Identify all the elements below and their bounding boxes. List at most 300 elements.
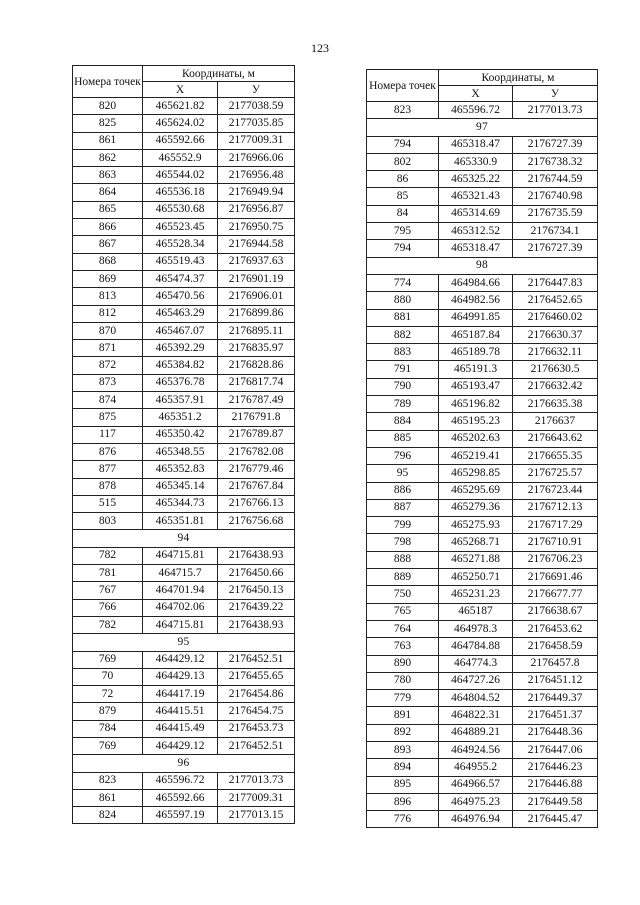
table-row — [73, 599, 295, 616]
table-row — [367, 620, 598, 637]
table-row — [367, 638, 598, 655]
point-number-cell: 864 — [73, 184, 143, 201]
x-cell: 465271.88 — [439, 551, 513, 568]
point-number-cell: 825 — [73, 115, 143, 132]
table-row — [73, 409, 295, 426]
y-cell: 2176712.13 — [513, 499, 598, 516]
x-cell: 465470.56 — [143, 288, 218, 305]
x-cell: 464991.85 — [439, 309, 513, 326]
point-number-cell: 766 — [73, 599, 143, 616]
x-cell: 465351.81 — [143, 513, 218, 530]
table-row — [367, 188, 598, 205]
group-label: 95 — [73, 634, 295, 651]
table-row — [73, 495, 295, 512]
table-row — [73, 219, 295, 236]
point-number-cell: 763 — [367, 638, 439, 655]
x-cell: 464955.2 — [439, 759, 513, 776]
x-cell: 464701.94 — [143, 582, 218, 599]
table-body — [73, 98, 295, 824]
y-cell: 2176725.57 — [513, 465, 598, 482]
x-cell: 465187.84 — [439, 326, 513, 343]
header-point-number: Номера точек — [73, 66, 143, 98]
table-row — [367, 344, 598, 361]
x-cell: 465352.83 — [143, 461, 218, 478]
table-row — [367, 240, 598, 257]
point-number-cell: 802 — [367, 153, 439, 170]
table-row — [73, 132, 295, 149]
table-row — [367, 517, 598, 534]
point-number-cell: 888 — [367, 551, 439, 568]
point-number-cell: 873 — [73, 374, 143, 391]
y-cell: 2176949.94 — [218, 184, 295, 201]
header-coordinates: Координаты, м — [143, 66, 295, 82]
y-cell: 2176710.91 — [513, 534, 598, 551]
point-number-cell: 874 — [73, 392, 143, 409]
point-number-cell: 795 — [367, 223, 439, 240]
y-cell: 2176738.32 — [513, 153, 598, 170]
point-number-cell: 867 — [73, 236, 143, 253]
point-number-cell: 794 — [367, 240, 439, 257]
x-cell: 465189.78 — [439, 344, 513, 361]
point-number-cell: 820 — [73, 98, 143, 115]
header-point-number: Номера точек — [367, 70, 439, 102]
x-cell: 464982.56 — [439, 292, 513, 309]
group-row — [367, 119, 598, 136]
point-number-cell: 894 — [367, 759, 439, 776]
y-cell: 2177038.59 — [218, 98, 295, 115]
y-cell: 2176677.77 — [513, 586, 598, 603]
table-row — [367, 361, 598, 378]
table-row — [73, 582, 295, 599]
x-cell: 464715.7 — [143, 565, 218, 582]
table-row — [73, 703, 295, 720]
point-number-cell: 876 — [73, 443, 143, 460]
y-cell: 2176789.87 — [218, 426, 295, 443]
y-cell: 2176756.68 — [218, 513, 295, 530]
table-row — [73, 340, 295, 357]
header-coordinates: Координаты, м — [439, 70, 598, 86]
table-row — [367, 586, 598, 603]
y-cell: 2176450.13 — [218, 582, 295, 599]
point-number-cell: 794 — [367, 136, 439, 153]
point-number-cell: 886 — [367, 482, 439, 499]
y-cell: 2176787.49 — [218, 392, 295, 409]
table-row — [367, 396, 598, 413]
point-number-cell: 895 — [367, 776, 439, 793]
y-cell: 2176451.12 — [513, 672, 598, 689]
header-y: У — [218, 82, 295, 98]
x-cell: 465295.69 — [439, 482, 513, 499]
x-cell: 465376.78 — [143, 374, 218, 391]
y-cell: 2176632.11 — [513, 344, 598, 361]
table-row — [73, 322, 295, 339]
x-cell: 464727.26 — [439, 672, 513, 689]
point-number-cell: 870 — [73, 322, 143, 339]
y-cell: 2176727.39 — [513, 136, 598, 153]
point-number-cell: 767 — [73, 582, 143, 599]
y-cell: 2176630.5 — [513, 361, 598, 378]
y-cell: 2176454.75 — [218, 703, 295, 720]
point-number-cell: 72 — [73, 686, 143, 703]
table-row — [73, 737, 295, 754]
table-row — [367, 223, 598, 240]
y-cell: 2176744.59 — [513, 171, 598, 188]
point-number-cell: 861 — [73, 132, 143, 149]
x-cell: 465519.43 — [143, 253, 218, 270]
x-cell: 465350.42 — [143, 426, 218, 443]
x-cell: 464822.31 — [439, 707, 513, 724]
table-row — [73, 426, 295, 443]
point-number-cell: 784 — [73, 720, 143, 737]
point-number-cell: 85 — [367, 188, 439, 205]
y-cell: 2176446.23 — [513, 759, 598, 776]
table-row — [73, 392, 295, 409]
point-number-cell: 865 — [73, 201, 143, 218]
point-number-cell: 866 — [73, 219, 143, 236]
y-cell: 2176449.58 — [513, 793, 598, 810]
table-row — [73, 668, 295, 685]
y-cell: 2176767.84 — [218, 478, 295, 495]
point-number-cell: 891 — [367, 707, 439, 724]
y-cell: 2177035.85 — [218, 115, 295, 132]
y-cell: 2176706.23 — [513, 551, 598, 568]
table-row — [73, 98, 295, 115]
y-cell: 2176452.51 — [218, 651, 295, 668]
y-cell: 2176766.13 — [218, 495, 295, 512]
point-number-cell: 779 — [367, 690, 439, 707]
x-cell: 465344.73 — [143, 495, 218, 512]
x-cell: 465392.29 — [143, 340, 218, 357]
x-cell: 465202.63 — [439, 430, 513, 447]
x-cell: 465325.22 — [439, 171, 513, 188]
y-cell: 2176906.01 — [218, 288, 295, 305]
point-number-cell: 781 — [73, 565, 143, 582]
table-row — [367, 274, 598, 291]
table-row — [367, 413, 598, 430]
x-cell: 464417.19 — [143, 686, 218, 703]
y-cell: 2176446.88 — [513, 776, 598, 793]
x-cell: 464784.88 — [439, 638, 513, 655]
y-cell: 2176717.29 — [513, 517, 598, 534]
x-cell: 465195.23 — [439, 413, 513, 430]
x-cell: 465231.23 — [439, 586, 513, 603]
x-cell: 465312.52 — [439, 223, 513, 240]
x-cell: 464702.06 — [143, 599, 218, 616]
point-number-cell: 764 — [367, 620, 439, 637]
x-cell: 464978.3 — [439, 620, 513, 637]
table-row — [73, 374, 295, 391]
x-cell: 465321.43 — [439, 188, 513, 205]
y-cell: 2176448.36 — [513, 724, 598, 741]
y-cell: 2176453.62 — [513, 620, 598, 637]
x-cell: 464804.52 — [439, 690, 513, 707]
x-cell: 465474.37 — [143, 270, 218, 287]
x-cell: 465624.02 — [143, 115, 218, 132]
point-number-cell: 861 — [73, 789, 143, 806]
y-cell: 2176455.65 — [218, 668, 295, 685]
y-cell: 2176445.47 — [513, 811, 598, 828]
x-cell: 464975.23 — [439, 793, 513, 810]
point-number-cell: 765 — [367, 603, 439, 620]
table-row — [367, 811, 598, 828]
y-cell: 2176452.51 — [218, 737, 295, 754]
x-cell: 465467.07 — [143, 322, 218, 339]
y-cell: 2176791.8 — [218, 409, 295, 426]
y-cell: 2176643.62 — [513, 430, 598, 447]
table-row — [73, 236, 295, 253]
x-cell: 465314.69 — [439, 205, 513, 222]
coordinates-table-right — [366, 69, 598, 828]
table-row — [73, 807, 295, 824]
x-cell: 465463.29 — [143, 305, 218, 322]
x-cell: 465318.47 — [439, 240, 513, 257]
point-number-cell: 117 — [73, 426, 143, 443]
group-label: 97 — [367, 119, 598, 136]
header-x: X — [143, 82, 218, 98]
y-cell: 2176817.74 — [218, 374, 295, 391]
table-row — [367, 153, 598, 170]
table-row — [367, 309, 598, 326]
y-cell: 2177013.73 — [218, 772, 295, 789]
header-x: X — [439, 86, 513, 102]
point-number-cell: 862 — [73, 149, 143, 166]
y-cell: 2176956.48 — [218, 167, 295, 184]
table-row — [73, 616, 295, 633]
point-number-cell: 782 — [73, 616, 143, 633]
table-row — [73, 184, 295, 201]
x-cell: 465345.14 — [143, 478, 218, 495]
x-cell: 465219.41 — [439, 447, 513, 464]
x-cell: 464889.21 — [439, 724, 513, 741]
table-row — [73, 772, 295, 789]
table-row — [367, 776, 598, 793]
table-row — [367, 551, 598, 568]
x-cell: 464429.13 — [143, 668, 218, 685]
y-cell: 2176901.19 — [218, 270, 295, 287]
point-number-cell: 799 — [367, 517, 439, 534]
x-cell: 464984.66 — [439, 274, 513, 291]
coordinates-table-left — [72, 65, 295, 824]
x-cell: 465250.71 — [439, 569, 513, 586]
table-row — [73, 720, 295, 737]
y-cell: 2176457.8 — [513, 655, 598, 672]
y-cell: 2176449.37 — [513, 690, 598, 707]
y-cell: 2176734.1 — [513, 223, 598, 240]
x-cell: 464715.81 — [143, 616, 218, 633]
x-cell: 465196.82 — [439, 396, 513, 413]
point-number-cell: 769 — [73, 651, 143, 668]
y-cell: 2176637 — [513, 413, 598, 430]
y-cell: 2176458.59 — [513, 638, 598, 655]
point-number-cell: 750 — [367, 586, 439, 603]
y-cell: 2176950.75 — [218, 219, 295, 236]
y-cell: 2176452.65 — [513, 292, 598, 309]
point-number-cell: 803 — [73, 513, 143, 530]
point-number-cell: 871 — [73, 340, 143, 357]
point-number-cell: 796 — [367, 447, 439, 464]
table-row — [367, 136, 598, 153]
point-number-cell: 769 — [73, 737, 143, 754]
point-number-cell: 880 — [367, 292, 439, 309]
point-number-cell: 789 — [367, 396, 439, 413]
group-row — [73, 530, 295, 547]
point-number-cell: 882 — [367, 326, 439, 343]
y-cell: 2176779.46 — [218, 461, 295, 478]
point-number-cell: 95 — [367, 465, 439, 482]
table-row — [367, 447, 598, 464]
table-row — [73, 547, 295, 564]
point-number-cell: 86 — [367, 171, 439, 188]
x-cell: 465596.72 — [143, 772, 218, 789]
point-number-cell: 863 — [73, 167, 143, 184]
y-cell: 2176438.93 — [218, 616, 295, 633]
x-cell: 464415.51 — [143, 703, 218, 720]
y-cell: 2176632.42 — [513, 378, 598, 395]
y-cell: 2177013.73 — [513, 102, 598, 119]
y-cell: 2177009.31 — [218, 132, 295, 149]
group-label: 98 — [367, 257, 598, 274]
y-cell: 2176895.11 — [218, 322, 295, 339]
group-label: 96 — [73, 755, 295, 772]
x-cell: 465597.19 — [143, 807, 218, 824]
point-number-cell: 892 — [367, 724, 439, 741]
table-row — [367, 793, 598, 810]
y-cell: 2176451.37 — [513, 707, 598, 724]
point-number-cell: 812 — [73, 305, 143, 322]
x-cell: 465357.91 — [143, 392, 218, 409]
point-number-cell: 813 — [73, 288, 143, 305]
table-row — [367, 759, 598, 776]
table-row — [367, 102, 598, 119]
point-number-cell: 889 — [367, 569, 439, 586]
y-cell: 2176655.35 — [513, 447, 598, 464]
x-cell: 465330.9 — [439, 153, 513, 170]
y-cell: 2176454.86 — [218, 686, 295, 703]
x-cell: 465536.18 — [143, 184, 218, 201]
y-cell: 2177009.31 — [218, 789, 295, 806]
table-row — [73, 789, 295, 806]
table-row — [73, 565, 295, 582]
group-row — [73, 634, 295, 651]
y-cell: 2176723.44 — [513, 482, 598, 499]
y-cell: 2176735.59 — [513, 205, 598, 222]
y-cell: 2177013.15 — [218, 807, 295, 824]
header-y: У — [513, 86, 598, 102]
point-number-cell: 896 — [367, 793, 439, 810]
point-number-cell: 798 — [367, 534, 439, 551]
x-cell: 465544.02 — [143, 167, 218, 184]
table-row — [367, 326, 598, 343]
y-cell: 2176956.87 — [218, 201, 295, 218]
y-cell: 2176635.38 — [513, 396, 598, 413]
point-number-cell: 877 — [73, 461, 143, 478]
table-row — [367, 655, 598, 672]
y-cell: 2176782.08 — [218, 443, 295, 460]
x-cell: 465348.55 — [143, 443, 218, 460]
x-cell: 465528.34 — [143, 236, 218, 253]
table-row — [73, 270, 295, 287]
point-number-cell: 872 — [73, 357, 143, 374]
x-cell: 464976.94 — [439, 811, 513, 828]
table-row — [367, 499, 598, 516]
table-row — [73, 201, 295, 218]
point-number-cell: 868 — [73, 253, 143, 270]
x-cell: 465592.66 — [143, 789, 218, 806]
point-number-cell: 70 — [73, 668, 143, 685]
y-cell: 2176447.83 — [513, 274, 598, 291]
x-cell: 465191.3 — [439, 361, 513, 378]
point-number-cell: 782 — [73, 547, 143, 564]
table-row — [367, 690, 598, 707]
point-number-cell: 791 — [367, 361, 439, 378]
point-number-cell: 890 — [367, 655, 439, 672]
table-row — [367, 707, 598, 724]
x-cell: 465279.36 — [439, 499, 513, 516]
x-cell: 465552.9 — [143, 149, 218, 166]
table-row — [73, 115, 295, 132]
y-cell: 2176638.67 — [513, 603, 598, 620]
x-cell: 465268.71 — [439, 534, 513, 551]
point-number-cell: 84 — [367, 205, 439, 222]
group-row — [367, 257, 598, 274]
x-cell: 465187 — [439, 603, 513, 620]
point-number-cell: 884 — [367, 413, 439, 430]
table-row — [367, 378, 598, 395]
x-cell: 464774.3 — [439, 655, 513, 672]
y-cell: 2176691.46 — [513, 569, 598, 586]
x-cell: 465384.82 — [143, 357, 218, 374]
table-row — [367, 569, 598, 586]
y-cell: 2176460.02 — [513, 309, 598, 326]
x-cell: 464924.56 — [439, 741, 513, 758]
table-row — [73, 686, 295, 703]
y-cell: 2176944.58 — [218, 236, 295, 253]
x-cell: 465523.45 — [143, 219, 218, 236]
point-number-cell: 878 — [73, 478, 143, 495]
y-cell: 2176439.22 — [218, 599, 295, 616]
table-row — [367, 741, 598, 758]
y-cell: 2176447.06 — [513, 741, 598, 758]
x-cell: 465592.66 — [143, 132, 218, 149]
point-number-cell: 515 — [73, 495, 143, 512]
point-number-cell: 893 — [367, 741, 439, 758]
table-row — [367, 430, 598, 447]
x-cell: 464429.12 — [143, 651, 218, 668]
y-cell: 2176966.06 — [218, 149, 295, 166]
group-row — [73, 755, 295, 772]
table-row — [367, 465, 598, 482]
y-cell: 2176450.66 — [218, 565, 295, 582]
x-cell: 465530.68 — [143, 201, 218, 218]
x-cell: 464966.57 — [439, 776, 513, 793]
point-number-cell: 869 — [73, 270, 143, 287]
point-number-cell: 885 — [367, 430, 439, 447]
point-number-cell: 774 — [367, 274, 439, 291]
y-cell: 2176453.73 — [218, 720, 295, 737]
y-cell: 2176438.93 — [218, 547, 295, 564]
y-cell: 2176899.86 — [218, 305, 295, 322]
table-row — [367, 482, 598, 499]
table-row — [73, 167, 295, 184]
point-number-cell: 875 — [73, 409, 143, 426]
y-cell: 2176937.63 — [218, 253, 295, 270]
table-row — [73, 513, 295, 530]
point-number-cell: 776 — [367, 811, 439, 828]
point-number-cell: 881 — [367, 309, 439, 326]
y-cell: 2176828.86 — [218, 357, 295, 374]
point-number-cell: 883 — [367, 344, 439, 361]
table-row — [73, 443, 295, 460]
